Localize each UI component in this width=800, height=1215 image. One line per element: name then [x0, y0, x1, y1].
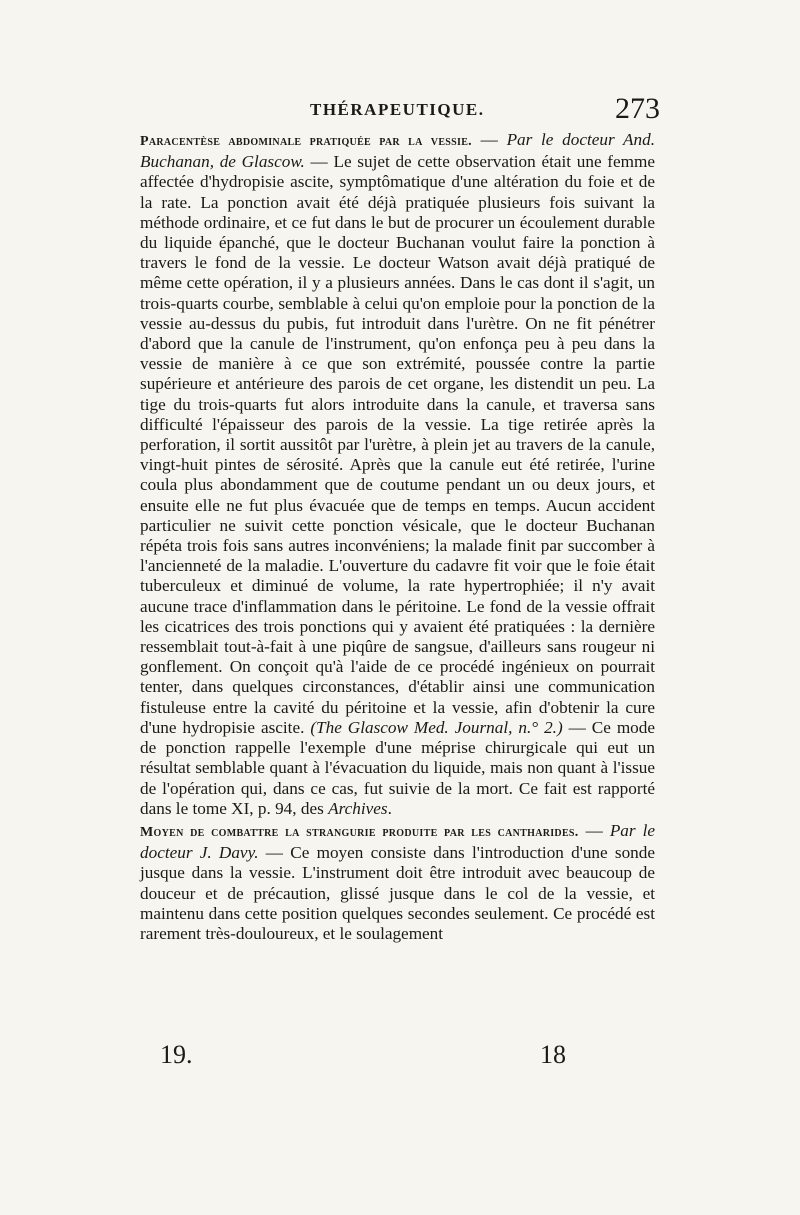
archives-reference: Archives	[328, 798, 388, 818]
article-body: — Le sujet de cette observation était une femme affectée d'hydropisie ascite, symptômatique d'une altération du foie et de la rate. La ponction avait été déjà pratiquée plusieurs fois suivant la méthode ordinaire, et ce fut dans le but de procurer un écoulement durable du liquide épanché, que le docteur Buchanan voulut faire la ponction à travers le fond de la vessie. Le docteur Watson avait déjà pratiqué de même cette opération, il y a plusieurs années. Dans le cas dont il s'agit, un trois-quarts courbe, semblable à celui qu'on emploie pour la ponction de la vessie au-dessus du pubis, fut introduit dans l'urètre. On ne fit pénétrer d'abord que la canule de l'instrument, qu'on enfonça peu à peu dans la vessie de manière à ce que son extrémité, poussée contre la partie supérieure et antérieure des parois de cet organe, les distendit un peu. La tige du trois-quarts fut alors introduite dans la canule, et traversa sans difficulté l'épaisseur des parois de la vessie. La tige retirée après la perforation, il sortit aussitôt par l'urètre, à plein jet au travers de la canule, vingt-huit pintes de sérosité. Après que la canule eut été retirée, l'urine coula plus abondamment que de coutume pendant un ou deux jours, et ensuite elle ne fut plus évacuée que de temps en temps. Aucun accident particulier ne suivit cette ponction vésicale, que le docteur Buchanan répéta trois fois sans autres inconvéniens; la malade finit par succomber à l'ancienneté de la maladie. L'ouverture du cadavre fit voir que le foie était tuberculeux et diminué de volume, la rate hypertrophiée; il n'y avait aucune trace d'inflammation dans le péritoine. Le fond de la vessie offrait les cicatrices des trois ponctions qui y avaient été pratiquées : la dernière ressemblait tout-à-fait à une piqûre de sangsue, d'ailleurs sans rougeur ni gonflement. On conçoit qu'à l'aide de ce procédé ingénieux on pourrait tenter, dans quelques circonstances, d'établir ainsi une communication fistuleuse entre la cavité du péritoine et la vessie, afin d'obtenir la cure d'une hydropisie ascite.	[140, 152, 656, 737]
article-body-continued: — Ce mode de ponction rappelle l'exemple d'une méprise chirurgicale qui eut un résultat semblable quant à l'évacuation du liquide, mais non quant à l'issue de l'opération qui, dans ce cas, fut suivie de la mort. Ce fait est rapporté dans le tome XI, p. 94, des	[140, 717, 656, 818]
heading-dash: —	[578, 820, 610, 840]
page-footer	[160, 1040, 650, 1080]
article-byline: Par le docteur J. Davy.	[140, 820, 656, 863]
page-header	[140, 94, 660, 134]
article-paracentese	[140, 130, 655, 819]
article-strangurie	[140, 821, 655, 944]
journal-citation: (The Glascow Med. Journal, n.° 2.)	[304, 717, 563, 737]
signature-mark-right: 18	[540, 1040, 566, 1069]
heading-dash: —	[471, 130, 507, 149]
article-byline: Par le docteur And. Buchanan, de Glascow.	[140, 130, 655, 172]
signature-mark-left: 19.	[160, 1040, 193, 1069]
article-end: .	[387, 798, 392, 818]
article-heading: Moyen de combattre la strangurie produite par les cantharides.	[140, 824, 579, 840]
article-heading: Paracentèse abdominale pratiquée par la vessie.	[140, 134, 472, 149]
running-title: THÉRAPEUTIQUE.	[310, 100, 485, 119]
article-body: — Ce moyen consiste dans l'introduction d'une sonde jusque dans la vessie. L'instrument doit être introduit avec beaucoup de douceur et de précaution, glissé jusque dans le col de la vessie, et maintenu dans cette position quelques secondes seulement. Ce procédé est rarement très-douloureux, et le soulagement	[140, 843, 655, 943]
page-number: 273	[615, 92, 660, 125]
main-text	[140, 130, 655, 944]
